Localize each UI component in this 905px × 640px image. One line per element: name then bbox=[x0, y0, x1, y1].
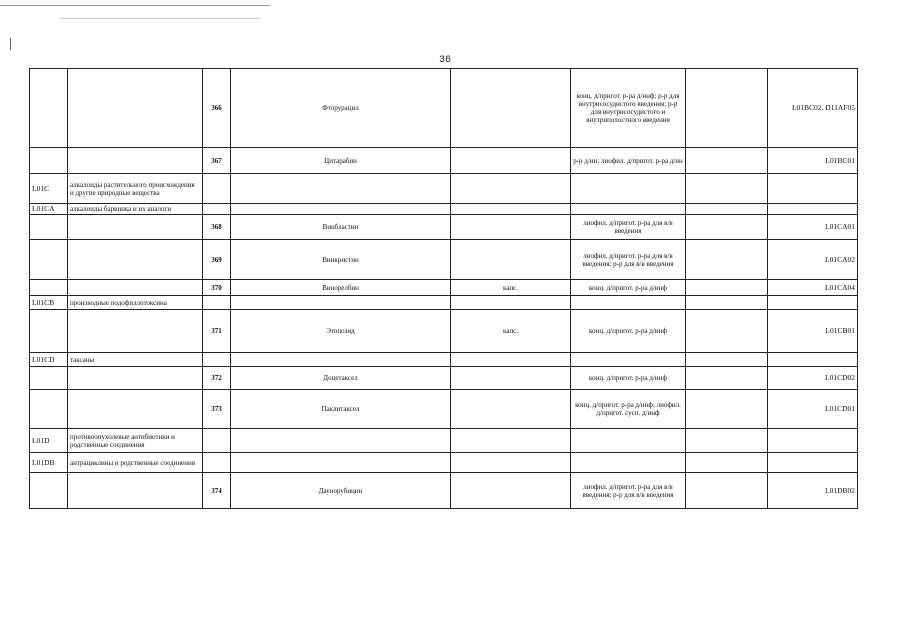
medication-table bbox=[29, 68, 858, 509]
empty-cell bbox=[686, 473, 768, 509]
drug-name-cell: Фторурацил bbox=[231, 69, 451, 148]
drug-name-cell bbox=[231, 429, 451, 453]
table-row bbox=[30, 204, 858, 215]
group-name-cell bbox=[68, 367, 203, 390]
empty-cell bbox=[686, 296, 768, 310]
item-number-cell bbox=[203, 429, 231, 453]
dosage-form-detail-cell: конц. д/пригот. р-ра д/инф bbox=[571, 367, 686, 390]
atc-group-code-cell bbox=[30, 367, 68, 390]
dosage-form-detail-cell: р-р д/ин; лиофил. д/пригот. р-ра д/ин bbox=[571, 148, 686, 174]
dosage-form-detail-cell bbox=[571, 453, 686, 473]
item-number-cell bbox=[203, 174, 231, 204]
atc-code-cell bbox=[768, 296, 858, 310]
atc-group-code-cell: L01DB bbox=[30, 453, 68, 473]
dosage-form-detail-cell bbox=[571, 204, 686, 215]
drug-name-cell bbox=[231, 453, 451, 473]
atc-group-code-cell bbox=[30, 148, 68, 174]
dosage-form-cell bbox=[451, 473, 571, 509]
atc-group-code-cell bbox=[30, 310, 68, 353]
dosage-form-detail-cell bbox=[571, 353, 686, 367]
table-row bbox=[30, 174, 858, 204]
drug-name-cell: Этопозид bbox=[231, 310, 451, 353]
drug-name-cell: Винкристин bbox=[231, 240, 451, 280]
empty-cell bbox=[686, 204, 768, 215]
dosage-form-detail-cell: лиофил. д/пригот. р-ра для в/в введения; р-р для в/в введения bbox=[571, 240, 686, 280]
empty-cell bbox=[686, 174, 768, 204]
empty-cell bbox=[686, 453, 768, 473]
group-name-cell: алкалоиды растительного происхождения и другие природные вещества bbox=[68, 174, 203, 204]
item-number-cell: 368 bbox=[203, 215, 231, 240]
dosage-form-cell bbox=[451, 240, 571, 280]
table-row bbox=[30, 353, 858, 367]
dosage-form-cell: капс. bbox=[451, 310, 571, 353]
empty-cell bbox=[686, 429, 768, 453]
empty-cell bbox=[686, 310, 768, 353]
item-number-cell bbox=[203, 296, 231, 310]
table-row bbox=[30, 310, 858, 353]
item-number-cell: 369 bbox=[203, 240, 231, 280]
empty-cell bbox=[686, 353, 768, 367]
empty-cell bbox=[686, 280, 768, 296]
dosage-form-cell bbox=[451, 296, 571, 310]
atc-group-code-cell: L01D bbox=[30, 429, 68, 453]
atc-group-code-cell bbox=[30, 390, 68, 429]
atc-code-cell bbox=[768, 353, 858, 367]
atc-group-code-cell bbox=[30, 240, 68, 280]
empty-cell bbox=[686, 215, 768, 240]
group-name-cell: алкалоиды барвинка и их аналоги bbox=[68, 204, 203, 215]
item-number-cell: 374 bbox=[203, 473, 231, 509]
table-row bbox=[30, 215, 858, 240]
empty-cell bbox=[686, 240, 768, 280]
scan-line-top-2 bbox=[60, 18, 260, 19]
group-name-cell bbox=[68, 280, 203, 296]
group-name-cell bbox=[68, 310, 203, 353]
drug-name-cell bbox=[231, 353, 451, 367]
atc-code-cell: L01DB02 bbox=[768, 473, 858, 509]
dosage-form-cell bbox=[451, 353, 571, 367]
group-name-cell: противоопухолевые антибиотики и родственные соединения bbox=[68, 429, 203, 453]
dosage-form-detail-cell: конц. д/пригот. р-ра д/инф bbox=[571, 280, 686, 296]
item-number-cell bbox=[203, 353, 231, 367]
dosage-form-cell bbox=[451, 390, 571, 429]
dosage-form-detail-cell: лиофил. д/пригот. р-ра для в/в введения bbox=[571, 215, 686, 240]
empty-cell bbox=[686, 69, 768, 148]
item-number-cell bbox=[203, 453, 231, 473]
dosage-form-cell bbox=[451, 148, 571, 174]
table-row bbox=[30, 69, 858, 148]
drug-name-cell: Винбластин bbox=[231, 215, 451, 240]
group-name-cell bbox=[68, 390, 203, 429]
atc-code-cell: L01CA01 bbox=[768, 215, 858, 240]
group-name-cell bbox=[68, 473, 203, 509]
dosage-form-cell bbox=[451, 204, 571, 215]
table-row bbox=[30, 296, 858, 310]
dosage-form-cell bbox=[451, 174, 571, 204]
drug-name-cell: Паклитаксел bbox=[231, 390, 451, 429]
empty-cell bbox=[686, 148, 768, 174]
dosage-form-cell bbox=[451, 69, 571, 148]
atc-code-cell bbox=[768, 429, 858, 453]
group-name-cell: антрациклины и родственные соединения bbox=[68, 453, 203, 473]
group-name-cell: производные подофиллотоксина bbox=[68, 296, 203, 310]
group-name-cell bbox=[68, 215, 203, 240]
atc-code-cell: L01BC01 bbox=[768, 148, 858, 174]
item-number-cell: 372 bbox=[203, 367, 231, 390]
group-name-cell bbox=[68, 69, 203, 148]
atc-group-code-cell bbox=[30, 215, 68, 240]
atc-group-code-cell: L01CA bbox=[30, 204, 68, 215]
group-name-cell bbox=[68, 240, 203, 280]
atc-group-code-cell: L01CB bbox=[30, 296, 68, 310]
atc-code-cell bbox=[768, 174, 858, 204]
atc-code-cell bbox=[768, 204, 858, 215]
item-number-cell: 367 bbox=[203, 148, 231, 174]
dosage-form-cell: капс. bbox=[451, 280, 571, 296]
empty-cell bbox=[686, 367, 768, 390]
item-number-cell: 366 bbox=[203, 69, 231, 148]
table-row bbox=[30, 367, 858, 390]
table-row bbox=[30, 473, 858, 509]
table-row bbox=[30, 148, 858, 174]
atc-group-code-cell: L01CD bbox=[30, 353, 68, 367]
atc-group-code-cell bbox=[30, 69, 68, 148]
dosage-form-detail-cell: конц. д/пригот. р-ра д/инф; р-р для внутрисосудистого введения; р-р для внутрисосудистого и внутриполостного введения bbox=[571, 69, 686, 148]
dosage-form-detail-cell bbox=[571, 174, 686, 204]
group-name-cell bbox=[68, 148, 203, 174]
table-row bbox=[30, 280, 858, 296]
atc-code-cell: L01CD01 bbox=[768, 390, 858, 429]
item-number-cell: 371 bbox=[203, 310, 231, 353]
page-number: 36 bbox=[438, 55, 451, 66]
dosage-form-cell bbox=[451, 453, 571, 473]
atc-code-cell: L01BC02, D11AF05 bbox=[768, 69, 858, 148]
dosage-form-detail-cell: конц. д/пригот. р-ра д/инф; лиофил. д/пригот. сусп. д/инф bbox=[571, 390, 686, 429]
drug-name-cell bbox=[231, 204, 451, 215]
atc-code-cell: L01CA02 bbox=[768, 240, 858, 280]
dosage-form-cell bbox=[451, 215, 571, 240]
group-name-cell: таксаны bbox=[68, 353, 203, 367]
item-number-cell: 373 bbox=[203, 390, 231, 429]
drug-name-cell: Даунорубицин bbox=[231, 473, 451, 509]
table-row bbox=[30, 453, 858, 473]
dosage-form-cell bbox=[451, 429, 571, 453]
table-row bbox=[30, 429, 858, 453]
atc-code-cell bbox=[768, 453, 858, 473]
empty-cell bbox=[686, 390, 768, 429]
scan-mark-left bbox=[10, 38, 11, 50]
drug-name-cell: Доцетаксел bbox=[231, 367, 451, 390]
dosage-form-detail-cell: конц. д/пригот. р-ра д/инф bbox=[571, 310, 686, 353]
scan-line-top bbox=[0, 5, 270, 6]
atc-code-cell: L01CB01 bbox=[768, 310, 858, 353]
atc-group-code-cell bbox=[30, 473, 68, 509]
dosage-form-detail-cell: лиофил. д/пригот. р-ра для в/в введения; р-р для в/в введения bbox=[571, 473, 686, 509]
dosage-form-detail-cell bbox=[571, 429, 686, 453]
atc-code-cell: L01CA04 bbox=[768, 280, 858, 296]
drug-name-cell: Цитарабин bbox=[231, 148, 451, 174]
item-number-cell: 370 bbox=[203, 280, 231, 296]
atc-group-code-cell: L01C bbox=[30, 174, 68, 204]
table-row bbox=[30, 390, 858, 429]
atc-code-cell: L01CD02 bbox=[768, 367, 858, 390]
drug-name-cell: Винорелбин bbox=[231, 280, 451, 296]
dosage-form-cell bbox=[451, 367, 571, 390]
item-number-cell bbox=[203, 204, 231, 215]
dosage-form-detail-cell bbox=[571, 296, 686, 310]
atc-group-code-cell bbox=[30, 280, 68, 296]
drug-name-cell bbox=[231, 174, 451, 204]
table-row bbox=[30, 240, 858, 280]
drug-name-cell bbox=[231, 296, 451, 310]
